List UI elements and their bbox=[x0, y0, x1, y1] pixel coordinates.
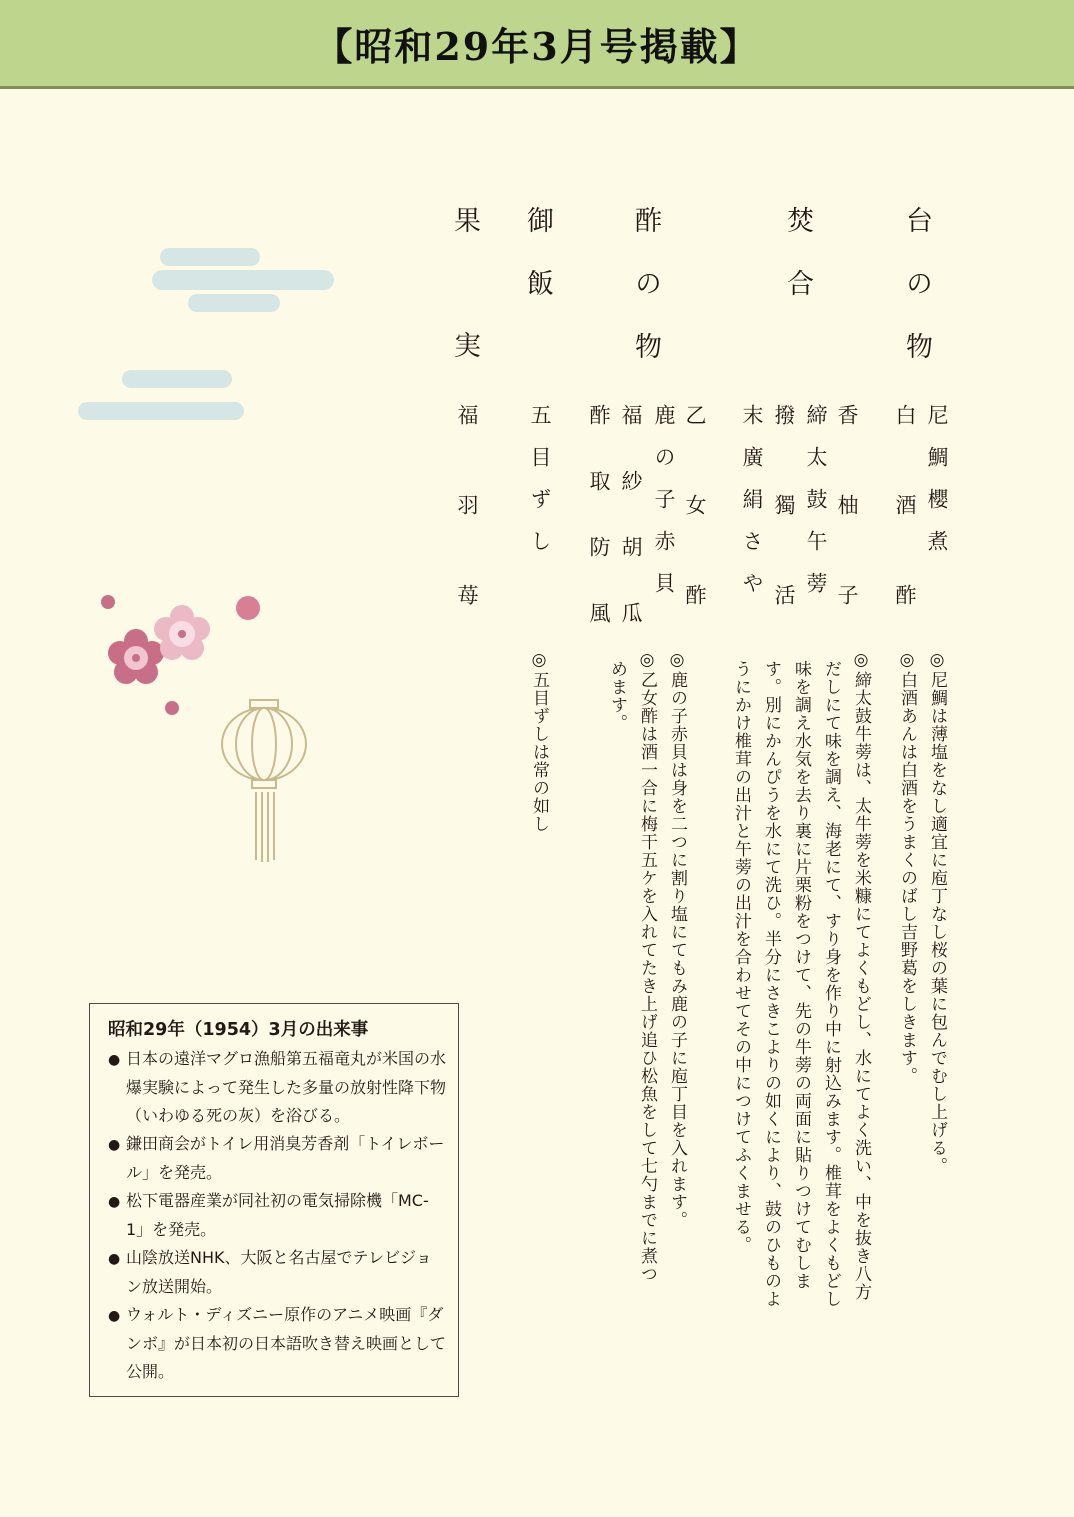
event-item: ● 日本の遠洋マグロ漁船第五福竜丸が米国の水爆実験によって発生した多量の放射性降下物（いわゆる死の灰）を浴びる。 bbox=[108, 1049, 447, 1125]
category-title-dainomono: 台の物 bbox=[901, 206, 932, 395]
note-line: ◎白酒あんは白酒をうまくのばし吉野葛をしきます。 bbox=[897, 650, 917, 1085]
dish-item: 福羽苺 bbox=[455, 404, 479, 674]
page-header bbox=[0, 0, 1074, 89]
dish-item: 末廣絹さや bbox=[740, 404, 764, 614]
dish-item: 締太鼓午蒡 bbox=[804, 404, 828, 614]
note-line: ◎締太鼓牛蒡は、太牛蒡を米糠にてよくもどし、水にてよく洗い、中を抜き八方 bbox=[851, 650, 871, 1301]
note-line: ◎乙女酢は酒一合に梅干五ケを入れてたき上げ追ひ松魚をして七勺までに煮つ bbox=[637, 650, 657, 1283]
dish-item: 福紗胡瓜 bbox=[619, 404, 643, 668]
note-line: ◎五目ずしは常の如し bbox=[529, 650, 549, 833]
event-item: ● 山陰放送NHK、大阪と名古屋でテレビジョン放送開始。 bbox=[108, 1248, 432, 1296]
note-line: ◎鹿の子赤貝は身を二つに割り塩にてもみ鹿の子に庖丁目を入れます。 bbox=[667, 650, 687, 1229]
dish-item: 白酒酢 bbox=[893, 404, 917, 674]
category-title-gohan: 御飯 bbox=[522, 206, 553, 332]
dish-item: 乙女酢 bbox=[683, 404, 707, 674]
page-title: 【昭和29年3月号掲載】 bbox=[314, 23, 760, 69]
note-line: ◎尼鯛は薄塩をなし適宜に庖丁なし桜の葉に包んでむし上げる。 bbox=[927, 650, 947, 1175]
note-line: めます。 bbox=[607, 660, 627, 732]
event-item: ● 鎌田商会がトイレ用消臭芳香剤「トイレボール」を発売。 bbox=[108, 1134, 445, 1182]
category-title-takiawase: 焚合 bbox=[782, 206, 813, 332]
event-item: ● 松下電器産業が同社初の電気掃除機「MC-1」を発売。 bbox=[108, 1191, 429, 1239]
dish-item: 五目ずし bbox=[528, 404, 552, 572]
dish-item: 酢取防風 bbox=[587, 404, 611, 668]
note-line: うにかけ椎茸の出汁と午蒡の出汁を合わせてその中につけてふくませる。 bbox=[731, 660, 751, 1254]
dish-item: 撥獨活 bbox=[772, 404, 796, 674]
dish-item: 香柚子 bbox=[835, 404, 859, 674]
category-title-kajitsu: 果実 bbox=[449, 206, 480, 456]
events-box bbox=[89, 1003, 459, 1397]
events-title: 昭和29年（1954）3月の出来事 bbox=[108, 1020, 369, 1040]
note-line: だしにて味を調え、海老にて、すり身を作り中に射込みます。椎茸をよくもどし bbox=[821, 660, 841, 1308]
lantern-icon bbox=[216, 698, 312, 866]
dish-item: 尼鯛櫻煮 bbox=[925, 404, 949, 572]
dish-item: 鹿の子赤貝 bbox=[652, 404, 676, 614]
category-title-sunomono: 酢の物 bbox=[630, 206, 661, 395]
cloud-decoration bbox=[70, 240, 350, 430]
note-line: 味を調え水気を去り裏に片栗粉をつけて、先の牛蒡の両面に貼りつけてむしま bbox=[791, 660, 811, 1290]
note-line: す。別にかんぴうを水にて洗ひ。半分にさきこよりの如くにより、鼓のひものよ bbox=[761, 660, 781, 1308]
event-item: ● ウォルト・ディズニー原作のアニメ映画『ダンボ』が日本初の日本語吹き替え映画として公開。 bbox=[108, 1305, 447, 1381]
